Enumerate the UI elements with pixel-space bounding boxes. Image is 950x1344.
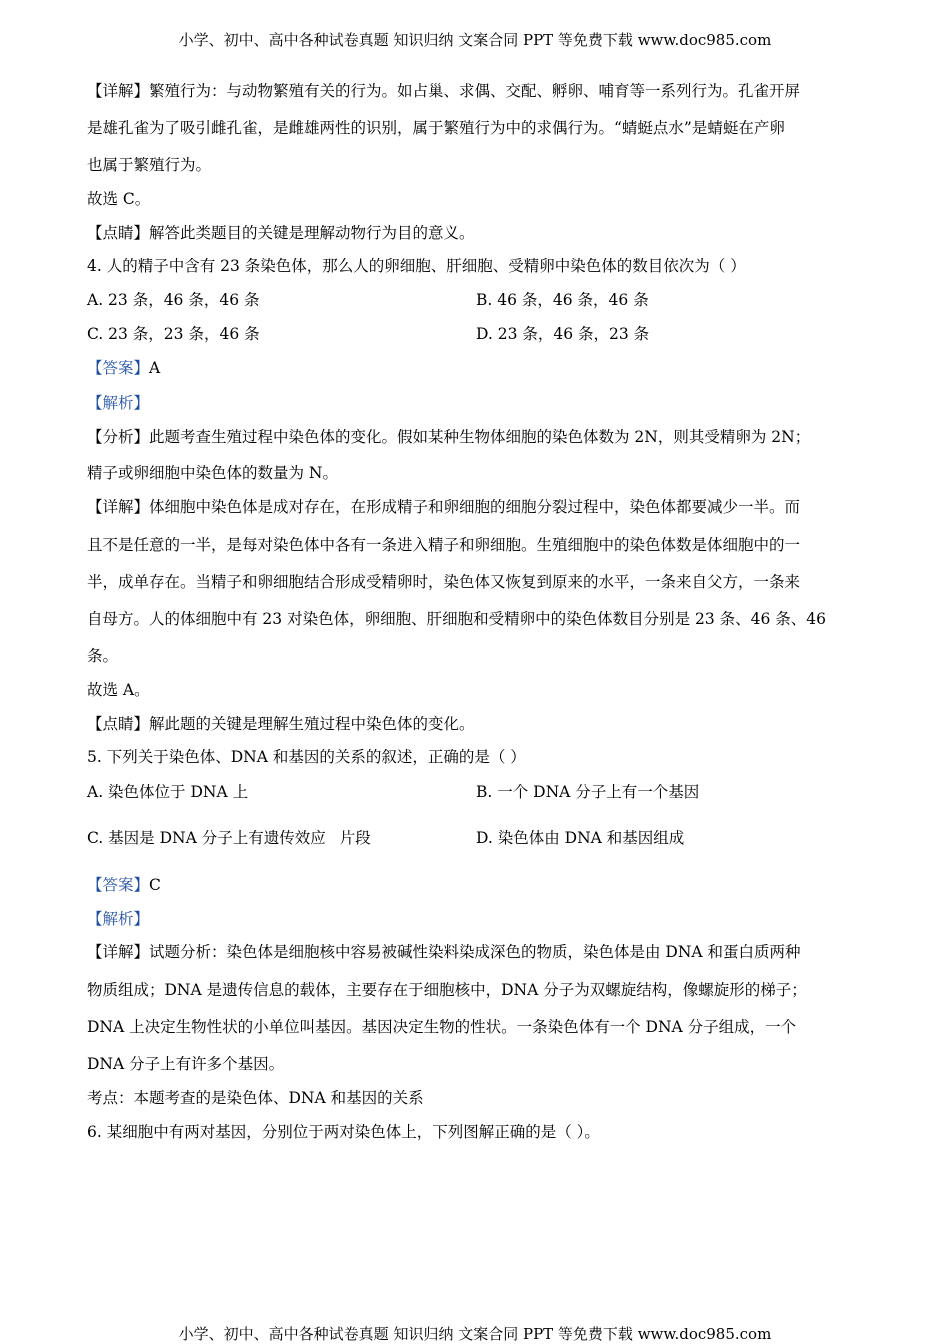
q4-comment: 【点睛】解此题的关键是理解生殖过程中染色体的变化。 (87, 715, 475, 733)
q5-analysis-tag: 【解析】 (87, 910, 150, 928)
answer-tag: 【答案】 (87, 359, 150, 377)
q5-detail-line-4: DNA 分子上有许多个基因。 (87, 1055, 285, 1073)
q3-detail-line-2: 是雄孔雀为了吸引雌孔雀，是雌雄两性的识别，属于繁殖行为中的求偶行为。“蜻蜓点水”是蜻蜓在产卵 (87, 119, 785, 137)
q5-option-d: D. 染色体由 DNA 和基因组成 (476, 829, 685, 847)
q5-detail-line-3: DNA 上决定生物性状的小单位叫基因。基因决定生物的性状。一条染色体有一个 DNA 分子组成，一个 (87, 1018, 797, 1036)
q4-stem: 4. 人的精子中含有 23 条染色体，那么人的卵细胞、肝细胞、受精卵中染色体的数目依次为（ ） (87, 257, 746, 275)
q5-detail-line-2: 物质组成；DNA 是遗传信息的载体，主要存在于细胞核中，DNA 分子为双螺旋结构，像螺旋形的梯子； (87, 981, 807, 999)
q4-analysis-tag: 【解析】 (87, 394, 150, 412)
q5-detail-line-1: 【详解】试题分析：染色体是细胞核中容易被碱性染料染成深色的物质，染色体是由 DNA 和蛋白质两种 (87, 943, 801, 961)
q6-stem: 6. 某细胞中有两对基因，分别位于两对染色体上，下列图解正确的是（ ）。 (87, 1123, 600, 1141)
answer-tag: 【答案】 (87, 876, 150, 894)
q4-option-a: A. 23 条，46 条，46 条 (87, 291, 260, 309)
q4-analysis-line-2: 精子或卵细胞中染色体的数量为 N。 (87, 464, 338, 482)
q3-conclusion: 故选 C。 (87, 190, 151, 208)
q4-conclusion: 故选 A。 (87, 681, 150, 699)
q4-detail-line-1: 【详解】体细胞中染色体是成对存在，在形成精子和卵细胞的细胞分裂过程中，染色体都要减少一半。而 (87, 498, 801, 516)
q5-option-b: B. 一个 DNA 分子上有一个基因 (476, 783, 700, 801)
q3-comment: 【点睛】解答此类题目的关键是理解动物行为目的意义。 (87, 224, 475, 242)
q4-analysis-line-1: 【分析】此题考查生殖过程中染色体的变化。假如某种生物体细胞的染色体数为 2N，则其受精卵为 2N； (87, 428, 811, 446)
q4-detail-line-2: 且不是任意的一半，是每对染色体中各有一条进入精子和卵细胞。生殖细胞中的染色体数是体细胞中的一 (87, 536, 801, 554)
q4-option-c: C. 23 条，23 条，46 条 (87, 325, 260, 343)
q4-detail-line-5: 条。 (87, 647, 119, 665)
q5-stem: 5. 下列关于染色体、DNA 和基因的关系的叙述，正确的是（ ） (87, 748, 526, 766)
q4-option-d: D. 23 条，46 条，23 条 (476, 325, 650, 343)
q4-detail-line-4: 自母方。人的体细胞中有 23 对染色体，卵细胞、肝细胞和受精卵中的染色体数目分别是 23 条、46 条、46 (87, 610, 827, 628)
page-header: 小学、初中、高中各种试卷真题 知识归纳 文案合同 PPT 等免费下载 www.doc985.com (178, 31, 772, 49)
q5-option-c-part-2: 片段 (339, 829, 371, 847)
answer-value: C (149, 876, 161, 894)
q4-detail-line-3: 半，成单存在。当精子和卵细胞结合形成受精卵时，染色体又恢复到原来的水平，一条来自父方，一条来 (87, 573, 801, 591)
q3-detail-line-1: 【详解】繁殖行为：与动物繁殖有关的行为。如占巢、求偶、交配、孵卵、哺育等一系列行为。孔雀开屏 (87, 82, 801, 100)
page-footer: 小学、初中、高中各种试卷真题 知识归纳 文案合同 PPT 等免费下载 www.doc985.com (178, 1325, 772, 1343)
answer-value: A (149, 359, 161, 377)
q5-kaodian: 考点：本题考查的是染色体、DNA 和基因的关系 (87, 1089, 424, 1107)
q4-answer (87, 358, 867, 378)
q5-option-a: A. 染色体位于 DNA 上 (87, 783, 249, 801)
q3-detail-line-3: 也属于繁殖行为。 (87, 156, 212, 174)
q5-answer (87, 875, 867, 895)
q4-option-b: B. 46 条，46 条，46 条 (476, 291, 649, 309)
q5-option-c-part-1: C. 基因是 DNA 分子上有遗传效应 (87, 829, 326, 847)
